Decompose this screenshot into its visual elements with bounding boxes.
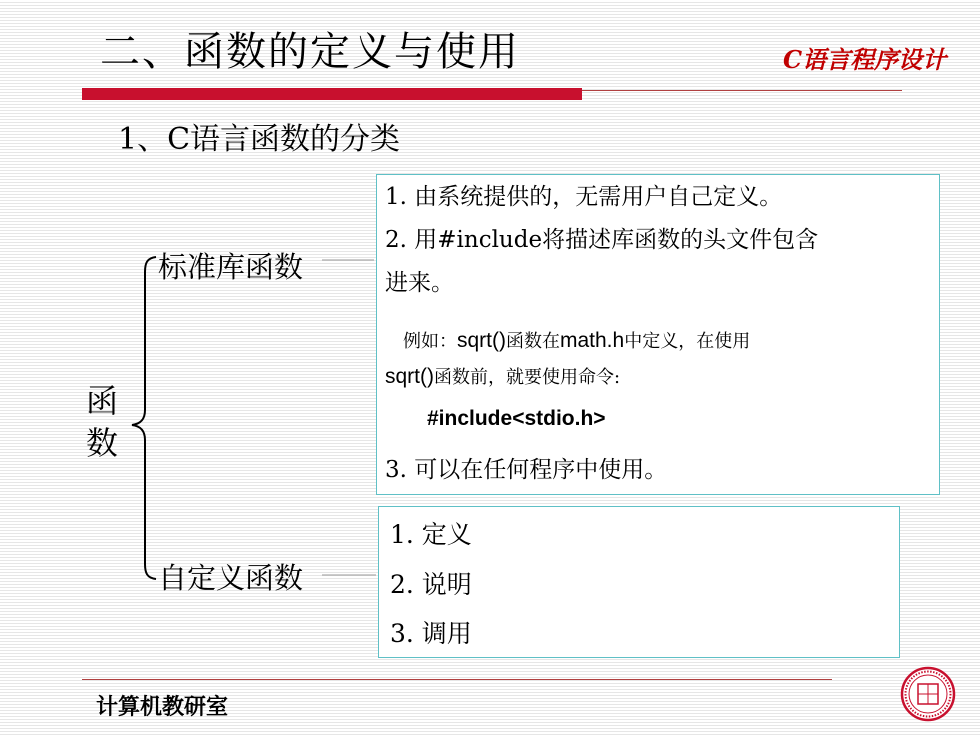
example-mid-2: 中定义，在使用 — [624, 331, 751, 352]
footer-department: 计算机教研室 — [96, 694, 229, 720]
example-command: #include<stdio.h> — [427, 407, 606, 430]
example-header-name: math.h — [560, 329, 625, 352]
example-line-2 — [385, 363, 620, 389]
example-mid-1: 函数在 — [506, 331, 560, 352]
university-seal-logo — [900, 666, 956, 722]
category-custom-label: 自定义函数 — [158, 561, 304, 595]
page-title: 二、函数的定义与使用 — [100, 29, 520, 75]
standard-item-1: 1. 由系统提供的，无需用户自己定义。 — [385, 184, 783, 210]
footer-divider — [82, 679, 832, 680]
root-char-2: 数 — [85, 424, 118, 462]
example-sqrt: sqrt() — [457, 329, 506, 352]
example-line-1 — [403, 327, 750, 353]
category-standard-label: 标准库函数 — [158, 250, 304, 284]
root-label — [84, 380, 120, 464]
example-mid-3: 函数前，就要使用命令: — [434, 367, 621, 388]
root-char-1: 函 — [85, 382, 118, 420]
course-brand: C语言程序设计 — [783, 45, 947, 74]
standard-item-2-cont: 进来。 — [385, 270, 454, 296]
standard-item-3: 3. 可以在任何程序中使用。 — [385, 457, 668, 483]
custom-item-2: 2. 说明 — [390, 570, 472, 599]
standard-item-2: 2. 用#include将描述库函数的头文件包含 — [385, 227, 819, 253]
custom-item-1: 1. 定义 — [390, 520, 472, 549]
section-heading: 1、C语言函数的分类 — [118, 122, 401, 157]
custom-item-3: 3. 调用 — [390, 619, 472, 648]
example-sqrt-2: sqrt() — [385, 365, 434, 388]
example-prefix: 例如： — [403, 331, 457, 352]
